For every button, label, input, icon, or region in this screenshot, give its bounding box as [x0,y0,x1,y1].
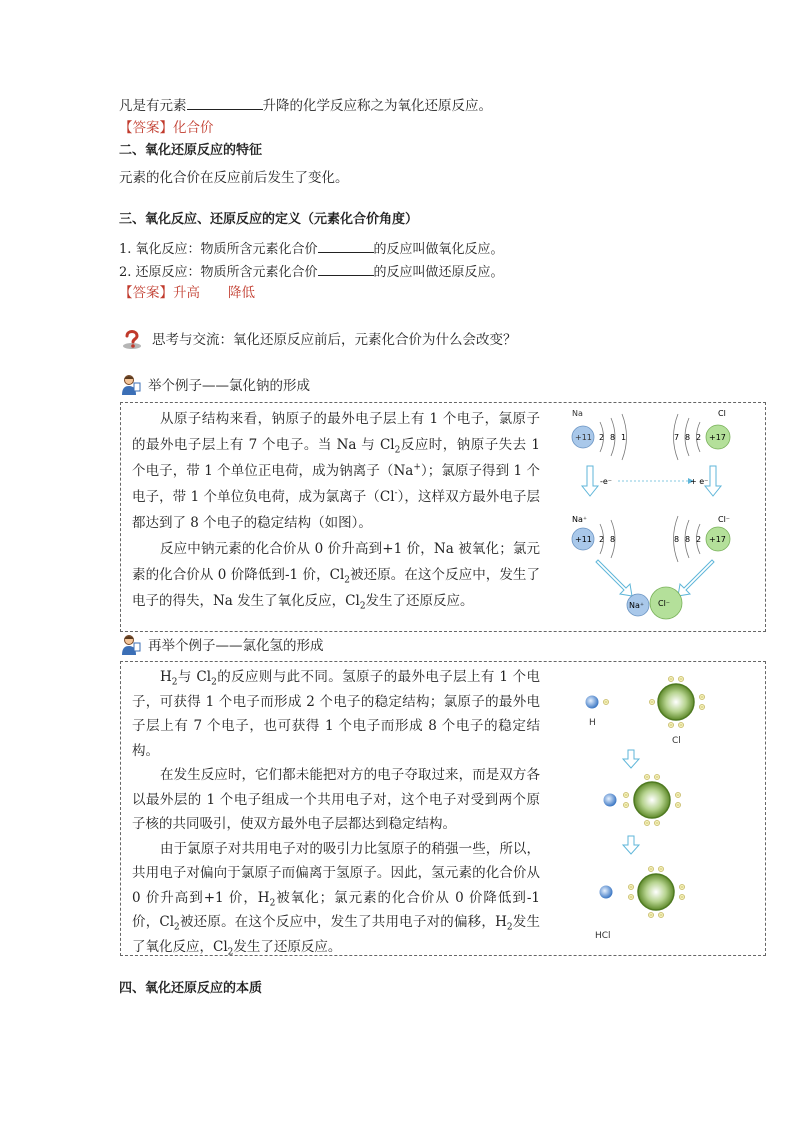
cl-nucleus-charge: +17 [709,433,726,442]
na-ion-ball-label: Na⁺ [629,601,645,610]
cl-ion-ball-label: Cl⁻ [658,599,671,608]
down-arrow-icon [623,836,639,854]
answer-blank[interactable] [187,96,263,110]
paragraph: 由于氯原子对共用电子对的吸引力比氢原子的稍强一些，所以，共用电子对偏向于氯原子而偏离于氢原子。因此，氢元素的化合价从 0 价升高到+1 价，$H_2$被氧化；氯元素的化合价从 0 价降低到-1 价，$Cl_2$被还原。在这个反应中，发生了共用电子对的偏移，$H_2$发生了氧化反应，$Cl_2$发生了还原反应。 [132,840,540,958]
diagonal-arrow-icon [596,560,632,596]
cl-shell-inner: 2 [696,433,702,442]
nacl-formation-diagram [560,404,760,626]
cl-atom [634,782,670,818]
answer-line [119,284,255,302]
paragraph: 反应中钠元素的化合价从 0 价升高到+1 价，Na 被氧化；氯元素的化合价从 0 价降低到-1 价，$Cl_2$被还原。在这个反应中，发生了电子的得失，Na 发生了氧化反应，$Cl_2$发生了还原反应。 [132,541,540,612]
example-title-hcl: 再举个例子——氯化氢的形成 [148,638,324,654]
na-ion-shell-2: 8 [610,535,616,544]
teacher-icon [121,634,141,656]
answer-blank[interactable] [318,262,374,276]
h-atom [604,794,617,807]
cl-shell-middle: 8 [685,433,691,442]
cl-shell-outer: 7 [674,433,680,442]
cl-ion-shell-middle: 8 [685,535,691,544]
cl-ion-shell-outer: 8 [674,535,680,544]
na-shell-1: 2 [599,433,605,442]
down-arrow-icon [582,466,598,496]
definition-item-reduction: 2. 还原反应：物质所含元素化合价 的反应叫做还原反应。 [119,262,504,282]
fill-blank-question: 凡是有元素 升降的化学反应称之为氧化还原反应。 [119,98,492,114]
h-atom [600,886,613,899]
example-text-nacl [132,406,540,614]
cl-atom-label: Cl [672,736,681,746]
answer-line [119,119,214,137]
example-text-hcl [132,665,540,959]
electron-gain-label: + e⁻ [690,477,709,486]
h-atom-label: H [589,718,596,728]
na-atom-label: Na [572,409,583,418]
answer-tag: 【答案】 [119,285,173,301]
answer-tag: 【答案】 [119,120,173,136]
hcl-formation-diagram [580,666,730,946]
answer-text: 化合价 [173,120,214,136]
cl-ion-label: Cl⁻ [718,515,731,524]
paragraph: 从原子结构来看，钠原子的最外电子层上有 1 个电子，氯原子的最外电子层上有 7 个电子。当 Na 与 $Cl_2$反应时，钠原子失去 1 个电子，带 1 个单位正电荷，成为钠离子（Na+）；氯原子得到 1 个电子，带 1 个单位负电荷，成为氯离子（Cl-），这样双方最外电子层都达到了 8 个电子的稳定结构（如图）。 [132,411,540,531]
definition-item-oxidation: 1. 氧化反应：物质所含元素化合价 的反应叫做氧化反应。 [119,239,504,259]
h-atom [586,696,599,709]
teacher-icon [121,374,141,396]
answer-text: 降低 [228,285,255,301]
na-ion-charge: +11 [575,535,592,544]
cl-atom [658,684,694,720]
down-arrow-icon [623,750,639,768]
section-body-2: 元素的化合价在反应前后发生了变化。 [119,170,349,186]
na-ion-label: Na⁺ [572,515,588,524]
hcl-label: HCl [595,931,611,941]
think-discuss-prompt: 思考与交流：氧化还原反应前后，元素化合价为什么会改变？ [152,332,517,348]
paragraph: $H_2$与 $Cl_2$的反应则与此不同。氢原子的最外电子层上有 1 个电子，可获得 1 个电子而形成 2 个电子的稳定结构；氯原子的最外电子层上有 7 个电子，也可获得 1 个电子而形成 8 个电子的稳定结构。 [132,669,540,759]
section-heading-3: 三、氧化反应、还原反应的定义（元素化合价角度） [119,212,419,227]
na-nucleus-charge: +11 [575,433,592,442]
answer-blank[interactable] [318,239,374,253]
paragraph: 在发生反应时，它们都未能把对方的电子夺取过来，而是双方各以最外层的 1 个电子组成一个共用电子对，这个电子对受到两个原子核的共同吸引，使双方最外电子层都达到稳定结构。 [132,767,540,832]
section-heading-2: 二、氧化还原反应的特征 [119,143,263,158]
example-title-nacl: 举个例子——氯化钠的形成 [148,378,310,394]
electron-loss-label: -e⁻ [600,477,613,486]
answer-text: 升高 [173,285,200,301]
diagonal-arrow-icon [678,560,714,596]
cl-ion-charge: +17 [709,535,726,544]
na-ion-shell-1: 2 [599,535,605,544]
na-shell-2: 8 [610,433,616,442]
na-shell-3: 1 [621,433,627,442]
question-mark-icon [121,328,143,350]
cl-ion-shell-inner: 2 [696,535,702,544]
cl-atom [638,874,674,910]
section-heading-4: 四、氧化还原反应的本质 [119,981,263,996]
cl-atom-label: Cl [718,409,726,418]
